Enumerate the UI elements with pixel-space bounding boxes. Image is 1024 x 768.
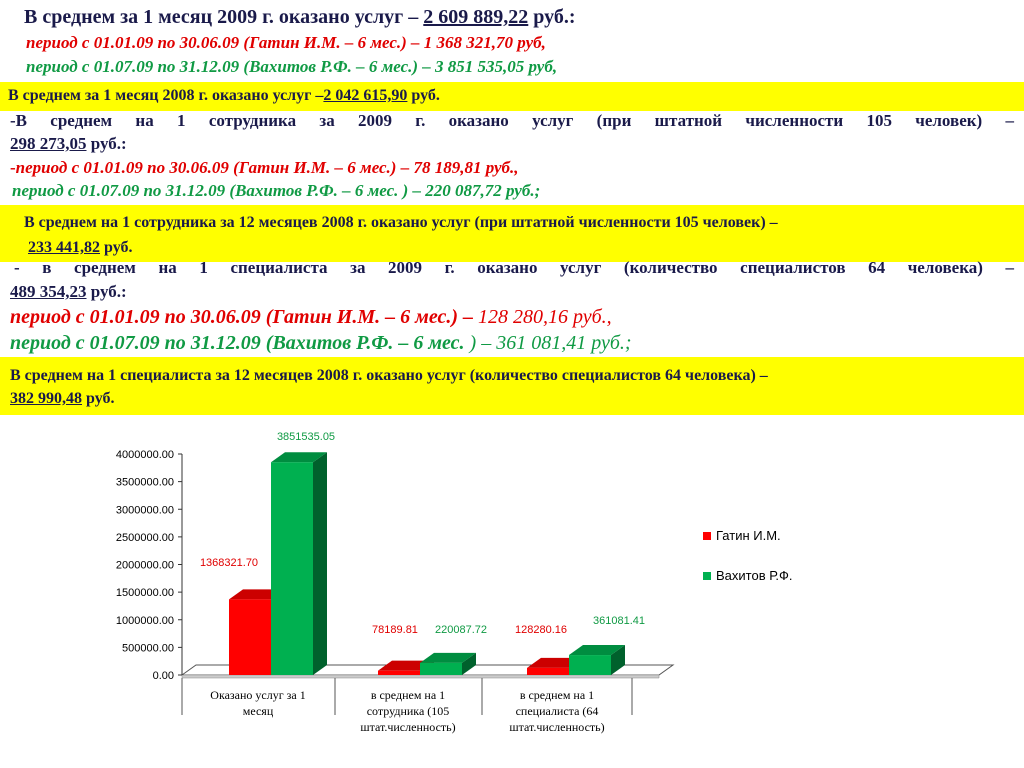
legend-label-vakhitov: Вахитов Р.Ф. [716, 568, 793, 583]
y-tick-label: 3000000.00 [115, 504, 174, 517]
y-tick-label: 1000000.00 [115, 614, 174, 627]
legend-swatch-gatin [703, 532, 711, 540]
period2-vakhitov-month: период с 01.07.09 по 31.12.09 (Вахитов Р.Ф. – 6 мес.) – 3 851 535,05 руб, [26, 57, 558, 76]
bar-chart [0, 420, 1024, 768]
employee-2009-unit: руб.: [86, 134, 127, 153]
bar-vakhitov-value-label: 220087.72 [435, 624, 487, 636]
bar-vakhitov [271, 462, 313, 675]
summary-2008-specialist: В среднем на 1 специалиста за 12 месяцев 2008 г. оказано услуг (количество специалистов 64 человека) – [10, 367, 768, 384]
y-tick-label: 2000000.00 [115, 559, 174, 572]
bar-vakhitov-side [313, 452, 327, 675]
bar-vakhitov-value-label: 3851535.05 [276, 431, 336, 443]
bar-vakhitov [569, 655, 611, 675]
specialist-2009-line: - в среднем на 1 специалиста за 2009 г. оказано услуг (количество специалистов 64 человека) – [14, 258, 1014, 277]
x-category-label: Оказано услуг за 1 [210, 688, 306, 702]
period1-dash: - [10, 158, 16, 177]
y-tick-label: 1500000.00 [115, 587, 174, 600]
summary-2009-month [24, 6, 1024, 29]
summary-2008-employee: В среднем на 1 сотрудника за 12 месяцев 2008 г. оказано услуг (при штатной численности 105 человек) – [24, 214, 778, 231]
x-category-label: специалиста (64 [515, 704, 599, 718]
summary-2008-month [8, 87, 1024, 105]
period1-gatin-specialist-label: период с 01.01.09 по 30.06.09 (Гатин И.М. – 6 мес.) – [10, 306, 473, 328]
y-tick-label: 0.00 [152, 670, 174, 682]
summary-2008-specialist-value: 382 990,48 [10, 390, 82, 407]
period1-gatin-employee-text: период с 01.01.09 по 30.06.09 (Гатин И.М. – 6 мес.) – 78 189,81 руб., [15, 158, 519, 177]
period1-gatin-specialist [10, 306, 1024, 329]
summary-2009-month-unit: руб.: [528, 6, 576, 28]
bar-vakhitov [420, 663, 462, 675]
bar-gatin-value-label: 78189.81 [372, 624, 418, 636]
period1-gatin-month: период с 01.01.09 по 30.06.09 (Гатин И.М. – 6 мес.) – 1 368 321,70 руб, [26, 33, 546, 52]
x-category-label: штат.численность) [360, 720, 456, 734]
summary-2009-month-label: В среднем за 1 месяц 2009 г. оказано услуг – [24, 6, 424, 28]
legend-label-gatin: Гатин И.М. [716, 528, 781, 543]
summary-2008-month-value: 2 042 615,90 [323, 87, 408, 104]
period1-gatin-employee [10, 158, 1024, 178]
bar-gatin-value-label: 128280.16 [515, 624, 567, 636]
bar-vakhitov-value-label: 361081.41 [593, 615, 645, 627]
y-tick-label: 3500000.00 [115, 476, 174, 489]
bar-gatin-value-label: 1368321.70 [199, 557, 259, 569]
summary-2009-month-value: 2 609 889,22 [423, 6, 529, 28]
employee-2009-value-line [10, 134, 1024, 154]
bar-gatin [378, 671, 420, 675]
period2-vakhitov-specialist-value: ) – 361 081,41 руб.; [469, 332, 632, 354]
summary-2008-month-label: В среднем за 1 месяц 2008 г. оказано услуг – [8, 87, 324, 104]
summary-2008-specialist-unit: руб. [82, 390, 115, 407]
period1-gatin-specialist-value: 128 280,16 руб., [473, 306, 612, 328]
x-category-label: штат.численность) [509, 720, 605, 734]
summary-2008-month-unit: руб. [407, 87, 440, 104]
summary-2008-specialist-value-line [10, 390, 1024, 408]
bar-gatin [527, 668, 569, 675]
specialist-2009-value-line [10, 282, 1024, 302]
summary-2008-employee-value: 233 441,82 [28, 239, 100, 256]
x-category-label: в среднем на 1 [519, 688, 595, 702]
period2-vakhitov-employee: период с 01.07.09 по 31.12.09 (Вахитов Р.Ф. – 6 мес. ) – 220 087,72 руб.; [12, 181, 541, 200]
employee-2009-value: 298 273,05 [10, 134, 87, 153]
x-category-label: сотрудника (105 [366, 704, 450, 718]
bar-gatin [229, 599, 271, 675]
chart-floor-edge [182, 675, 659, 678]
employee-2009-line: -В среднем на 1 сотрудника за 2009 г. оказано услуг (при штатной численности 105 человек) – [10, 111, 1014, 130]
y-tick-label: 4000000.00 [115, 449, 174, 461]
specialist-2009-unit: руб.: [86, 282, 127, 301]
x-category-label: месяц [242, 704, 274, 718]
summary-2008-employee-value-line [28, 239, 1024, 257]
period2-vakhitov-specialist [10, 332, 1024, 355]
legend-swatch-vakhitov [703, 572, 711, 580]
period2-vakhitov-specialist-label: период с 01.07.09 по 31.12.09 (Вахитов Р.Ф. – 6 мес. [10, 332, 470, 354]
specialist-2009-value: 489 354,23 [10, 282, 87, 301]
summary-2008-employee-unit: руб. [100, 239, 133, 256]
y-tick-label: 2500000.00 [115, 531, 174, 544]
y-tick-label: 500000.00 [122, 642, 174, 655]
x-category-label: в среднем на 1 [370, 688, 446, 702]
